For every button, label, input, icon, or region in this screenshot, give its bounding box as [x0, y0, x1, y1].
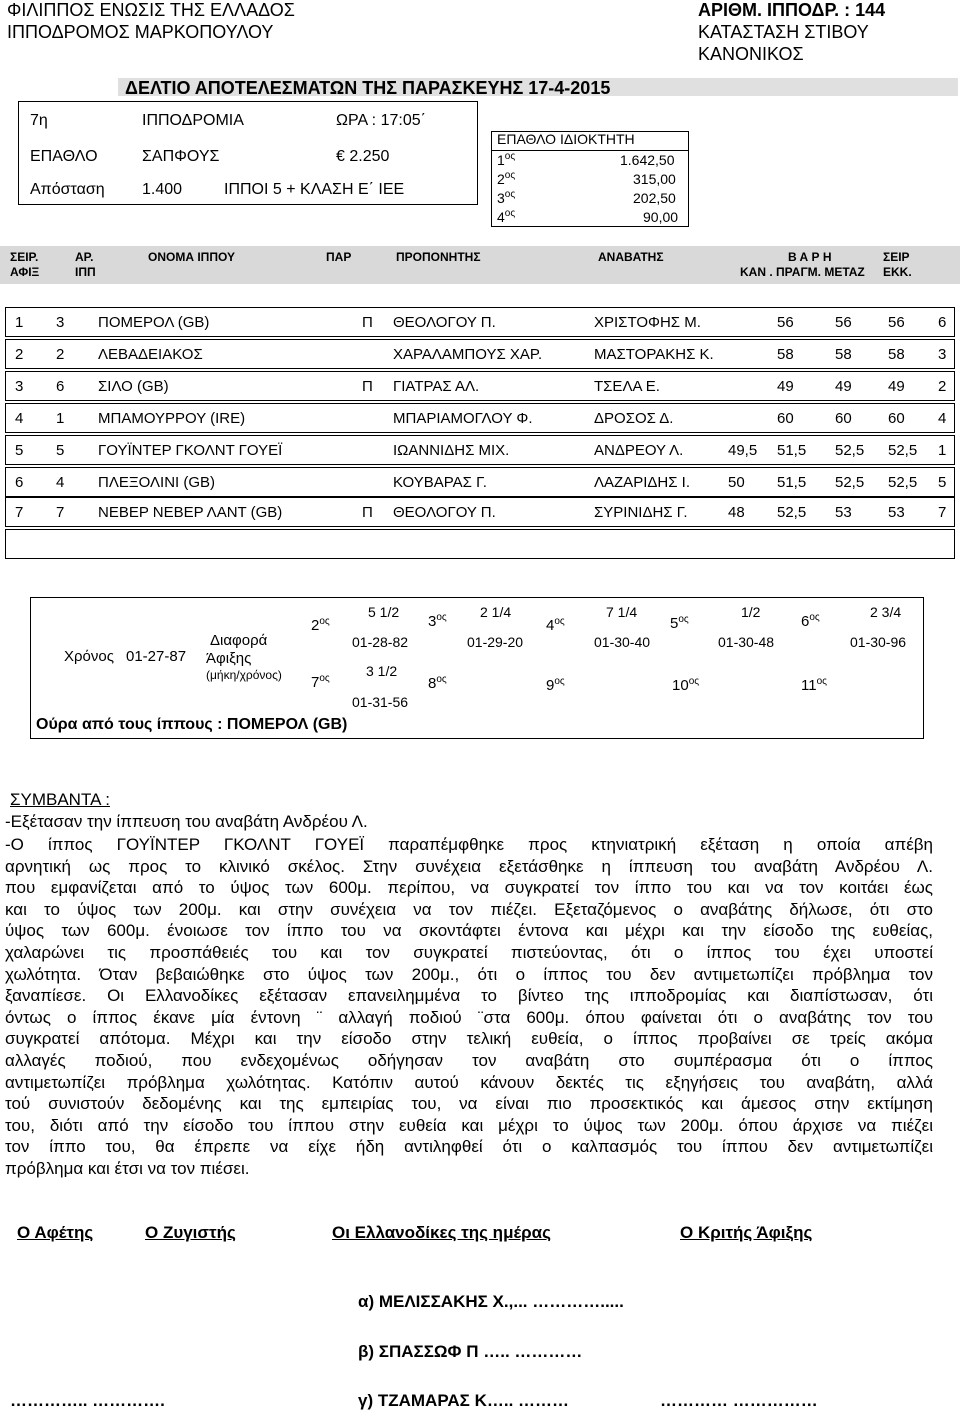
owner-prize-amount-2: 315,00	[633, 171, 676, 187]
cell-trainer: ΚΟΥΒΑΡΑΣ Γ.	[393, 474, 487, 491]
paragraph-line: ξαναπίεσε. Οι Ελλανοδίκες εξέτασαν επανειλημμένα το βίντεο της ιπποδρομίας και διαπίστωσαν, ότι	[5, 986, 933, 1006]
race-time: ΩΡΑ : 17:05΄	[336, 112, 426, 129]
cell-w4: 56	[888, 314, 905, 331]
place-9-label: $9^{o\varsigma}$	[546, 676, 565, 694]
cell-order: 1	[938, 442, 947, 459]
cell-num: 7	[56, 504, 65, 521]
place-6-length: 2 3/4	[870, 604, 902, 620]
table-row	[5, 497, 955, 527]
cell-num: 3	[56, 314, 65, 331]
place-8-label: $8^{o\varsigma}$	[428, 674, 447, 692]
cell-pos: 7	[15, 504, 24, 521]
paragraph-line: αλλαγές ποδιού, που ενδεχομένως οδήγησαν τον αναβάτη στο συμπέρασμα ότι ο ίππος	[5, 1050, 933, 1070]
paragraph-line: του, διότι από την είσοδο του ίππου στην ευθεία και μέχρι το ύψος των 200μ. όπου άρχισε να πιέζει	[5, 1115, 933, 1135]
header-num-b: ΙΠΠ	[75, 265, 96, 279]
steward-a: α) ΜΕΛΙΣΣΑΚΗΣ Χ.,... ………….....	[358, 1292, 624, 1311]
cell-pos: 1	[15, 314, 24, 331]
header-par: ΠΑΡ	[326, 250, 352, 264]
header-jockey: ΑΝΑΒΑΤΗΣ	[598, 250, 664, 264]
cell-num: 6	[56, 378, 65, 395]
paragraph-line: συγκρατεί απότομα. Μέχρι και την είσοδο στην τελική ευθεία, ο ίππος προβαίνει σε τρείς ακόμα	[5, 1029, 933, 1049]
cell-w4: 60	[888, 410, 905, 427]
cell-num: 1	[56, 410, 65, 427]
paragraph-line: που εμφανίζεται από το ύψος των 600μ. περίπου, να συγκρατεί τον ίππο του και να τον κοιτάει έως	[5, 878, 933, 898]
paragraph-line: -Ο ίππος ΓΟΥΪΝΤΕΡ ΓΚΟΛΝΤ ΓΟΥΕΪ παραπέμφθηκε προς κτηνιατρική εξέταση η οποία απέβη	[5, 835, 933, 854]
paragraph-line: χαλαρώνει τις προσπάθειές του και τον συγκρατεί πιστεύοντας, ότι ο ίππος του έχει υποστεί	[5, 942, 933, 962]
place-6-time: 01-30-96	[850, 634, 907, 650]
racecourse-name: ΙΠΠΟΔΡΟΜΟΣ ΜΑΡΚΟΠΟΥΛΟΥ	[7, 22, 274, 42]
cell-num: 4	[56, 474, 65, 491]
place-10-label: $10^{o\varsigma}$	[672, 676, 700, 694]
header-order-a: ΣΕΙΡ.	[10, 250, 39, 264]
owner-prize-pos-2: $2^{o\varsigma}$	[497, 170, 516, 187]
place-3-label: $3^{o\varsigma}$	[428, 612, 447, 630]
steward-b: β) ΣΠΑΣΣΩΦ Π ….. …………	[358, 1342, 583, 1361]
cell-w4: 49	[888, 378, 905, 395]
place-6-label: $6^{o\varsigma}$	[801, 612, 820, 630]
cell-jockey: ΛΑΖΑΡΙΔΗΣ Ι.	[594, 474, 690, 491]
cell-w4: 58	[888, 346, 905, 363]
cell-trainer: ΧΑΡΑΛΑΜΠΟΥΣ ΧΑΡ.	[393, 346, 543, 363]
place-5-length: 1/2	[741, 604, 761, 620]
owner-prize-title: ΕΠΑΘΛΟ ΙΔΙΟΚΤΗΤΗ	[497, 131, 635, 147]
place-2-time: 01-28-82	[352, 634, 409, 650]
header-weights-b: ΚΑΝ . ΠΡΑΓΜ. ΜΕΤΑΖ	[740, 265, 865, 279]
header-trainer: ΠΡΟΠΟΝΗΤΗΣ	[396, 250, 481, 264]
cell-w2: 52,5	[777, 504, 807, 521]
cell-order: 7	[938, 504, 947, 521]
time-label: Χρόνος	[64, 648, 114, 665]
cell-w1: 49,5	[728, 442, 758, 459]
place-2-label: $2^{o\varsigma}$	[311, 616, 330, 634]
owner-prize-amount-1: 1.642,50	[620, 152, 675, 168]
paragraph-line: και το ύψος των 200μ. και στην συνέχεια να τον πιέζει. Εξεταζόμενος ο αναβάτης δήλωσε, ότι στο	[5, 899, 933, 919]
cell-w4: 53	[888, 504, 905, 521]
table-row	[5, 403, 955, 433]
bulletin-title: ΔΕΛΤΙΟ ΑΠΟΤΕΛΕΣΜΑΤΩΝ ΤΗΣ ΠΑΡΑΣΚΕΥΗΣ 17-4-2015	[125, 78, 611, 98]
cell-jockey: ΤΣΕΛΑ Ε.	[594, 378, 660, 395]
place-5-label: $5^{o\varsigma}$	[670, 614, 689, 632]
cell-order: 2	[938, 378, 947, 395]
cell-pos: 2	[15, 346, 24, 363]
cell-name: ΜΠΑΜΟΥΡΡΟΥ (IRE)	[98, 410, 246, 427]
table-row	[5, 371, 955, 401]
header-start-a: ΣΕΙΡ	[883, 250, 910, 264]
cell-w2: 51,5	[777, 442, 807, 459]
incidents-heading: ΣΥΜΒΑΝΤΑ :	[10, 790, 110, 809]
sig-dots-left: ………….. ………….	[10, 1391, 165, 1410]
cell-par: Π	[362, 314, 373, 331]
racing-day-number: ΑΡΙΘΜ. ΙΠΠΟΔΡ. : 144	[698, 0, 886, 20]
race-number: 7η	[30, 112, 48, 129]
track-condition-label: ΚΑΤΑΣΤΑΣΗ ΣΤΙΒΟΥ	[698, 22, 869, 42]
cell-name: ΝΕΒΕΡ ΝΕΒΕΡ ΛΑΝΤ (GB)	[98, 504, 283, 521]
paragraph-line: όντως ο ίππος έκανε μία έντονη ¨ αλλαγή ποδιού ¨στα 600μ. όπου φαίνεται ότι ο αναβάτης τον του	[5, 1007, 933, 1027]
sig-judge: Ο Κριτής Άφιξης	[680, 1223, 813, 1242]
race-label: ΙΠΠΟΔΡΟΜΙΑ	[142, 112, 244, 129]
cell-name: ΠΟΜΕΡΟΛ (GB)	[98, 314, 210, 331]
table-row	[5, 435, 955, 465]
cell-jockey: ΔΡΟΣΟΣ Δ.	[594, 410, 674, 427]
place-3-time: 01-29-20	[467, 634, 524, 650]
cell-w3: 58	[835, 346, 852, 363]
cell-w3: 52,5	[835, 442, 865, 459]
federation-name: ΦΙΛΙΠΠΟΣ ΕΝΩΣΙΣ ΤΗΣ ΕΛΛΑΔΟΣ	[7, 0, 295, 20]
cell-pos: 6	[15, 474, 24, 491]
cell-w2: 58	[777, 346, 794, 363]
paragraph-line: τού συνιστούν δεδομένης και της εμπειρίας του, να είναι πιο προσεκτικός και άμεσος στην εκτίμηση	[5, 1094, 933, 1114]
cell-par: Π	[362, 378, 373, 395]
table-row	[5, 339, 955, 369]
place-4-time: 01-30-40	[594, 634, 651, 650]
cell-w3: 60	[835, 410, 852, 427]
place-4-label: $4^{o\varsigma}$	[546, 616, 565, 634]
paragraph-line: τον ίππο του, θα έπρεπε να είχε ήδη αντιληφθεί ότι ο καλπασμός του ίππου δεν αντιμετωπίζει	[5, 1137, 933, 1157]
paragraph-line: χωλότητα. Όταν βεβαιώθηκε στο ύψος των 200μ., ότι ο ίππος του δεν αντιμετωπίζει πρόβλημα τον	[5, 964, 933, 984]
distance-label: Απόσταση	[30, 181, 105, 198]
table-row	[5, 467, 955, 497]
sig-starter: Ο Αφέτης	[17, 1223, 94, 1242]
cell-num: 2	[56, 346, 65, 363]
place-4-length: 7 1/4	[606, 604, 638, 620]
last-horse-label: Ούρα από τους ίππους : ΠΟΜΕΡΟΛ (GB)	[36, 716, 348, 733]
diff-label-3: (μήκη/χρόνος)	[206, 668, 282, 682]
cell-jockey: ΣΥΡΙΝΙΔΗΣ Γ.	[594, 504, 688, 521]
cell-w2: 60	[777, 410, 794, 427]
incident-line-1: -Εξέτασαν την ίππευση του αναβάτη Ανδρέου Λ.	[5, 812, 368, 831]
header-num-a: ΑΡ.	[75, 250, 94, 264]
sig-weigher: Ο Ζυγιστής	[145, 1223, 236, 1242]
sig-dots-right: ………… ……………	[660, 1391, 818, 1410]
header-weights-a: Β Α Ρ Η	[788, 250, 832, 264]
cell-name: ΠΛΕΞΟΛΙΝΙ (GB)	[98, 474, 216, 491]
cell-trainer: ΓΙΑΤΡΑΣ ΑΛ.	[393, 378, 480, 395]
track-condition-value: ΚΑΝΟΝΙΚΟΣ	[698, 44, 804, 64]
incident-paragraph	[5, 834, 933, 1180]
time-value: 01-27-87	[126, 648, 187, 665]
paragraph-line: αντιμετωπίζει πρόβλημα χωλότητας. Κατόπιν αυτού κάνουν δεκτές τις εξηγήσεις του αναβάτη, αλλά	[5, 1072, 933, 1092]
owner-prize-pos-3: $3^{o\varsigma}$	[497, 189, 516, 206]
cell-w1: 50	[728, 474, 745, 491]
cell-w3: 56	[835, 314, 852, 331]
cell-w4: 52,5	[888, 442, 918, 459]
cell-jockey: ΧΡΙΣΤΟΦΗΣ Μ.	[594, 314, 701, 331]
header-start-b: ΕΚΚ.	[883, 265, 912, 279]
cell-name: ΛΕΒΑΔΕΙΑΚΟΣ	[98, 346, 203, 363]
owner-prize-amount-3: 202,50	[633, 190, 676, 206]
results-empty-row	[5, 529, 955, 559]
place-7-label: $7^{o\varsigma}$	[311, 673, 330, 691]
table-row	[5, 307, 955, 337]
owner-prize-pos-1: $1^{o\varsigma}$	[497, 151, 516, 168]
cell-num: 5	[56, 442, 65, 459]
cell-order: 4	[938, 410, 947, 427]
cell-w3: 52,5	[835, 474, 865, 491]
prize-label: ΕΠΑΘΛΟ	[30, 148, 98, 165]
cell-pos: 3	[15, 378, 24, 395]
paragraph-line: πρόβλημα και έτσι να τον πιέσει.	[5, 1158, 250, 1178]
paragraph-line: αρνητική ως προς το κλινικό σκέλος. Στην συνέχεια εξετάσθηκε η ίππευση του αναβάτη Ανδρέου Λ.	[5, 856, 933, 876]
place-7-length: 3 1/2	[366, 663, 398, 679]
cell-w4: 52,5	[888, 474, 918, 491]
cell-trainer: ΘΕΟΛΟΓΟΥ Π.	[393, 314, 496, 331]
cell-jockey: ΑΝΔΡΕΟΥ Λ.	[594, 442, 684, 459]
place-3-length: 2 1/4	[480, 604, 512, 620]
place-2-length: 5 1/2	[368, 604, 400, 620]
cell-order: 3	[938, 346, 947, 363]
paragraph-line: ύψος των 600μ. ένοιωσε τον ίππο του να σκοντάφτει έντονα και μέχρι και την είσοδο της ευθείας,	[5, 921, 933, 941]
place-5-time: 01-30-48	[718, 634, 775, 650]
cell-name: ΣΙΛΟ (GB)	[98, 378, 169, 395]
diff-label: Διαφορά	[210, 632, 268, 649]
cell-trainer: ΘΕΟΛΟΓΟΥ Π.	[393, 504, 496, 521]
cell-order: 6	[938, 314, 947, 331]
cell-w1: 48	[728, 504, 745, 521]
cell-w3: 53	[835, 504, 852, 521]
cell-par: Π	[362, 504, 373, 521]
cell-w2: 51,5	[777, 474, 807, 491]
owner-prize-pos-4: $4^{o\varsigma}$	[497, 208, 516, 225]
diff-label-2: Άφιξης	[206, 650, 252, 667]
header-order-b: ΑΦΙΞ	[10, 265, 40, 279]
class-info: ΙΠΠΟΙ 5 + ΚΛΑΣΗ Ε΄ ΙΕΕ	[224, 181, 405, 198]
cell-pos: 5	[15, 442, 24, 459]
cell-trainer: ΙΩΑΝΝΙΔΗΣ ΜΙΧ.	[393, 442, 510, 459]
cell-jockey: ΜΑΣΤΟΡΑΚΗΣ Κ.	[594, 346, 714, 363]
cell-name: ΓΟΥΪΝΤΕΡ ΓΚΟΛΝΤ ΓΟΥΕΪ	[98, 442, 283, 459]
prize-name: ΣΑΠΦΟΥΣ	[142, 148, 220, 165]
distance-value: 1.400	[142, 181, 183, 198]
sig-stewards: Οι Ελλανοδίκες της ημέρας	[332, 1223, 551, 1242]
cell-trainer: ΜΠΑΡΙΑΜΟΓΛΟΥ Φ.	[393, 410, 533, 427]
cell-pos: 4	[15, 410, 24, 427]
owner-prize-amount-4: 90,00	[643, 209, 679, 225]
cell-w2: 56	[777, 314, 794, 331]
prize-amount: € 2.250	[336, 148, 390, 165]
cell-order: 5	[938, 474, 947, 491]
place-7-time: 01-31-56	[352, 694, 409, 710]
steward-c: γ) ΤΖΑΜΑΡΑΣ Κ….. ………	[358, 1391, 570, 1410]
cell-w3: 49	[835, 378, 852, 395]
cell-w2: 49	[777, 378, 794, 395]
header-horse-name: ΟΝΟΜΑ ΙΠΠΟΥ	[148, 250, 235, 264]
place-11-label: $11^{o\varsigma}$	[801, 676, 827, 694]
